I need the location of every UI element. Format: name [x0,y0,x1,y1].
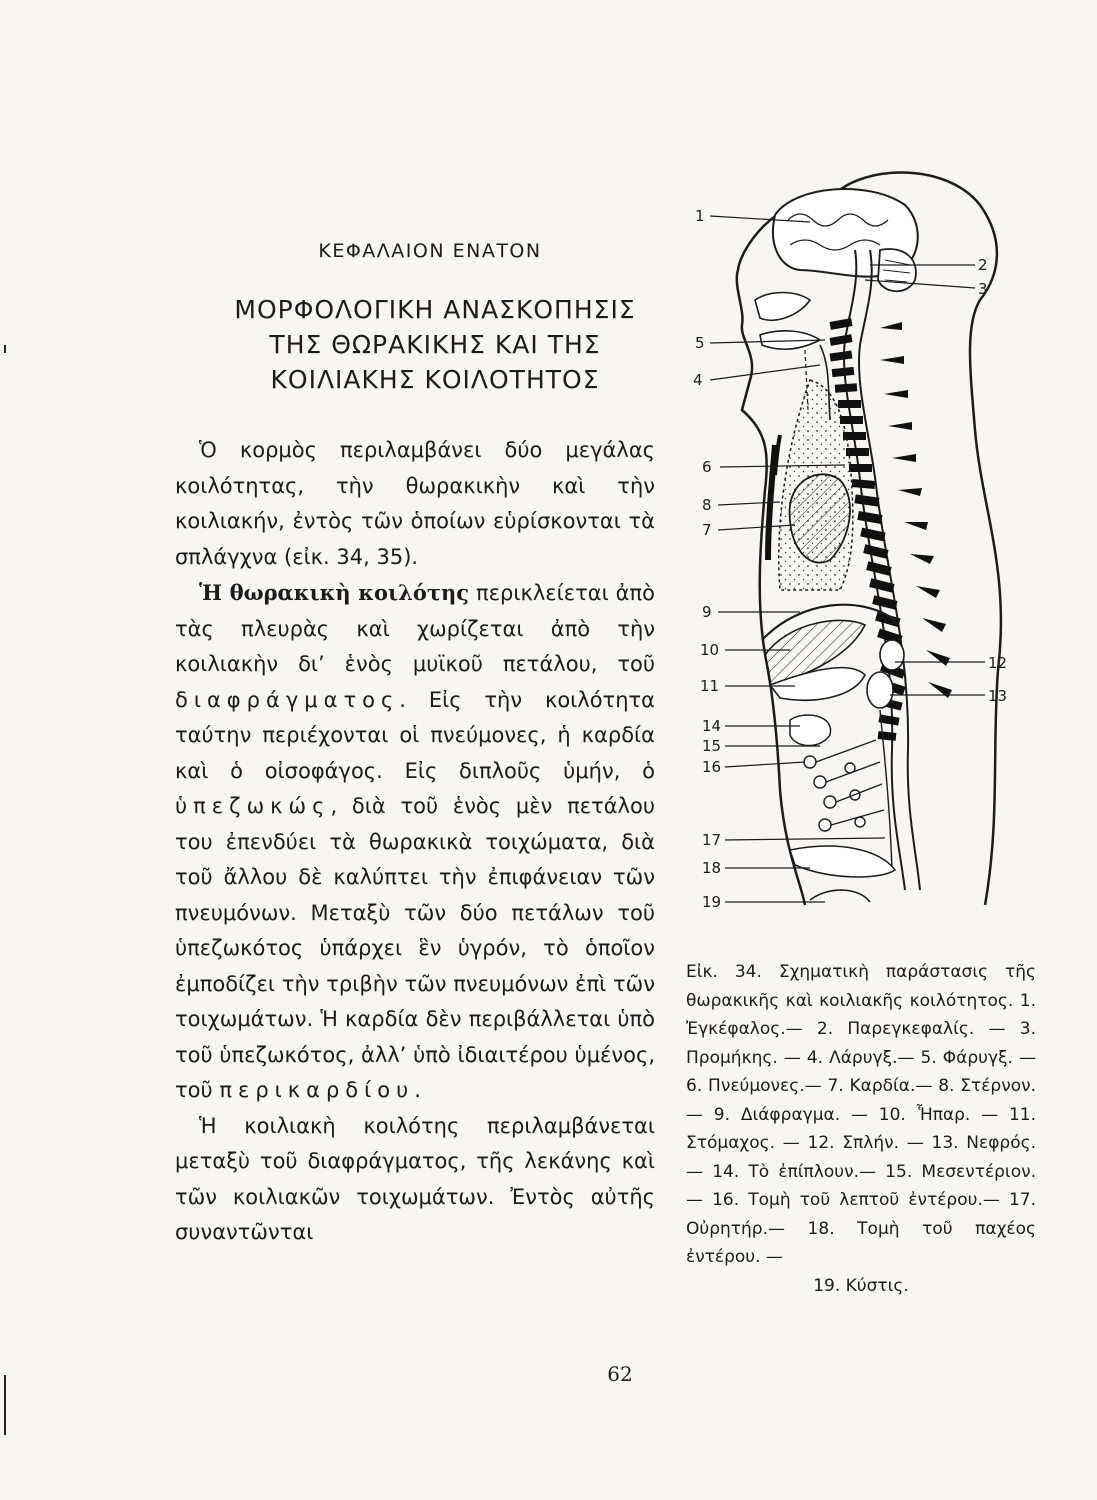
label-9: 9 [702,603,712,621]
label-8: 8 [702,496,712,514]
kidney [867,672,893,708]
label-10: 10 [700,641,720,659]
label-14: 14 [702,717,722,735]
label-12: 12 [988,654,1008,672]
sternum-top [775,435,780,475]
chapter-heading: ΚΕΦΑΛΑΙΟΝ ΕΝΑΤΟΝ [318,240,542,262]
label-13: 13 [988,687,1008,705]
small-intestine-sections [804,740,884,831]
label-2: 2 [978,256,988,274]
scan-edge-mark [4,1375,6,1435]
label-16: 16 [702,758,722,776]
paragraph-2 [175,575,655,1109]
label-1: 1 [695,207,705,225]
large-intestine [790,846,895,877]
nasal-cavity [755,293,810,321]
omentum [790,715,831,746]
spleen [880,640,904,670]
paragraph-3: Ἡ κοιλιακὴ κοιλότης περιλαμβάνεται μεταξὺ τοῦ διαφράγματος, τῆς λεκάνης καὶ τῶν κοιλιακῶν τοιχωμάτων. Ἐντὸς αὐτῆς συναντῶνται [175,1113,655,1244]
text-span: . Εἰς τὴν κοιλότητα ταύτην περιέχονται οἱ πνεύμονες, ἡ καρδία καὶ ὁ οἰσοφάγος. Εἰς διπλοῦς ὑμήν, ὁ [175,687,655,783]
anatomy-figure [680,150,1050,920]
body-text [175,433,655,1251]
title-line: ΤΗΣ ΘΩΡΑΚΙΚΗΣ ΚΑΙ ΤΗΣ [269,330,601,359]
figure-caption [686,958,1036,1300]
label-4: 4 [693,371,703,389]
spaced-term: περικαρδίου [219,1078,415,1102]
page-number: 62 [607,1362,633,1386]
spaced-term: ὑπεζωκώς [175,794,331,818]
text-span: . [414,1078,421,1102]
label-11: 11 [700,677,720,695]
title-line: ΜΟΡΦΟΛΟΓΙΚΗ ΑΝΑΣΚΟΠΗΣΙΣ [234,295,636,324]
label-15: 15 [702,737,722,755]
spaced-term: διαφράγματος [175,687,400,712]
caption-text: Εἰκ. 34. Σχηματικὴ παράστασις τῆς θωρακικῆς καὶ κοιλιακῆς κοιλότητος. 1. Ἐγκέφαλος.— 2. Παρεγκεφαλίς. — 3. Προμήκης. — 4. Λάρυγξ.— 5. Φάρυγξ. — 6. Πνεύμονες.— 7. Καρδία.— 8. Στέρνον.— 9. Διάφραγμα. — 10. Ἧπαρ. — 11. Στόμαχος. — 12. Σπλήν. — 13. Νεφρός.— 14. Τὸ ἐπίπλουν.— 15. Μεσεντέριον. — 16. Τομὴ τοῦ λεπτοῦ ἐντέρου.— 17. Οὐρητήρ.— 18. Τομὴ τοῦ παχέος ἐντέρου. — [686,962,1036,1267]
scan-edge-mark [4,345,6,353]
text-span: περικλείεται ἀπὸ τὰς πλευρὰς καὶ χωρίζεται ἀπὸ τὴν κοιλιακὴν δι’ ἑνὸς μυϊκοῦ πετάλου, τοῦ [175,581,655,676]
label-17: 17 [702,831,722,849]
label-3: 3 [978,280,988,298]
bladder [810,890,870,902]
label-7: 7 [702,521,712,539]
label-19: 19 [702,893,722,911]
title-line: ΚΟΙΛΙΑΚΗΣ ΚΟΙΛΟΤΗΤΟΣ [270,365,600,394]
text-span: , διὰ τοῦ ἑνὸς μὲν πετάλου του ἐπενδύει τὰ θωρακικὰ τοιχώματα, διὰ τοῦ ἄλλου δὲ καλύπτει τὴν ἐπιφάνειαν τῶν πνευμόνων. Μεταξὺ τῶν δύο πετάλων τοῦ ὑπεζωκότος ὑπάρχει ἓν ὑγρόν, τὸ ὁποῖον ἐμποδίζει τὴν τριβὴν τῶν πνευμόνων ἐπὶ τῶν τοιχωμάτων. Ἡ καρδία δὲν περιβάλλεται ὑπὸ τοῦ ὑπεζωκότος, ἀλλ’ ὑπὸ ἰδιαιτέρου ὑμένος, τοῦ [175,794,655,1102]
label-5: 5 [695,334,705,352]
caption-last-line: 19. Κύστις. [813,1275,909,1296]
anatomy-diagram [680,150,1050,920]
label-6: 6 [702,458,712,476]
label-18: 18 [702,859,722,877]
paragraph-1: Ὁ κορμὸς περιλαμβάνει δύο μεγάλας κοιλότητας, τὴν θωρακικὴν καὶ τὴν κοιλιακήν, ἐντὸς τῶν ὁποίων εὑρίσκονται τὰ σπλάγχνα (εἰκ. 34, 35). [175,438,655,569]
bold-term: Ἡ θωρακικὴ κοιλότης [199,580,470,605]
chapter-title [210,292,660,397]
